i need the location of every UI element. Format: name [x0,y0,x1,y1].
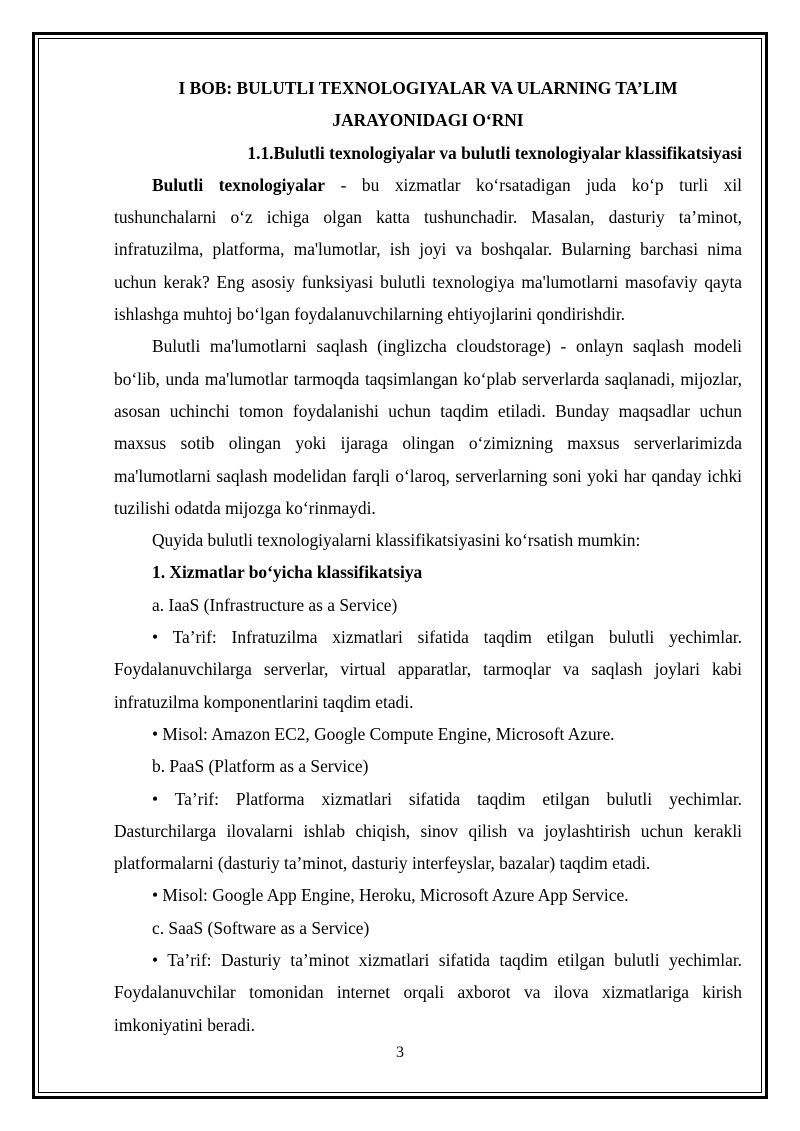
list-item-iaas: a. IaaS (Infrastructure as a Service) [152,594,398,615]
paragraph-classification-intro: Quyida bulutli texnologiyalarni klassifikatsiyasini ko‘rsatish mumkin: [152,530,641,551]
page-number: 3 [396,1044,404,1061]
list-item-paas: b. PaaS (Platform as a Service) [152,756,369,777]
list-item-saas-definition: • Ta’rif: Dasturiy ta’minot xizmatlari sifatida taqdim etilgan bulutli yechimlar. Foydalanuvchilar tomonidan internet orqali axborot va ilova xizmatlariga kirish imkoniyatini beradi. [114,950,742,1035]
paragraph-text: - bu xizmatlar ko‘rsatadigan juda ko‘p turli xil tushunchalarni o‘z ichiga olgan katta tushunchadir. Masalan, dasturiy ta’minot, infratuzilma, platforma, ma'lumotlar, ish joyi va boshqalar. Bularning barchasi nima uchun kerak? Eng asosiy funksiyasi bulutli texnologiya ma'lumotlarni masofaviy qayta ishlashga muhtoj bo‘lgan foydalanuvchilarning ehtiyojlarini qondirishdir. [114,174,742,325]
term-bulutli-texnologiyalar: Bulutli texnologiyalar [152,174,326,195]
document-body [114,72,742,1041]
paragraph-cloud-definition [114,169,742,330]
list-item-saas: c. SaaS (Software as a Service) [152,917,370,938]
list-item-iaas-definition: • Ta’rif: Infratuzilma xizmatlari sifatida taqdim etilgan bulutli yechimlar. Foydalanuvchilarga serverlar, virtual apparatlar, tarmoqlar va saqlash joylari kabi infratuzilma komponentlarini taqdim etadi. [114,627,742,712]
paragraph-cloud-storage: Bulutli ma'lumotlarni saqlash (inglizcha cloudstorage) - onlayn saqlash modeli bo‘lib, unda ma'lumotlar tarmoqda taqsimlangan ko‘plab serverlarda saqlanadi, mijozlar, asosan uchinchi tomon foydalanishi uchun taqdim etiladi. Bunday maqsadlar uchun maxsus sotib olingan yoki ijaraga olingan o‘zimizning maxsus serverlarimizda ma'lumotlarni saqlash modelidan farqli o‘laroq, serverlarning soni yoki har qanday ichki tuzilishi odatda mijozga ko‘rinmaydi. [114,336,742,518]
chapter-title-line1: I BOB: BULUTLI TEXNOLOGIYALAR VA ULARNING TA’LIM [178,78,678,98]
list-heading: 1. Xizmatlar bo‘yicha klassifikatsiya [152,562,423,583]
chapter-title-line2: JARAYONIDAGI O‘RNI [332,110,524,131]
section-title: 1.1.Bulutli texnologiyalar va bulutli texnologiyalar klassifikatsiyasi [247,142,742,163]
list-item-paas-example: • Misol: Google App Engine, Heroku, Microsoft Azure App Service. [152,885,629,906]
list-item-iaas-example: • Misol: Amazon EC2, Google Compute Engine, Microsoft Azure. [152,723,615,744]
chapter-title [114,72,742,137]
list-item-paas-definition: • Ta’rif: Platforma xizmatlari sifatida taqdim etilgan bulutli yechimlar. Dasturchilarga ilovalarni ishlab chiqish, sinov qilish va joylashtirish uchun kerakli platformalarni (dasturiy ta’minot, dasturiy interfeyslar, bazalar) taqdim etadi. [114,788,742,874]
